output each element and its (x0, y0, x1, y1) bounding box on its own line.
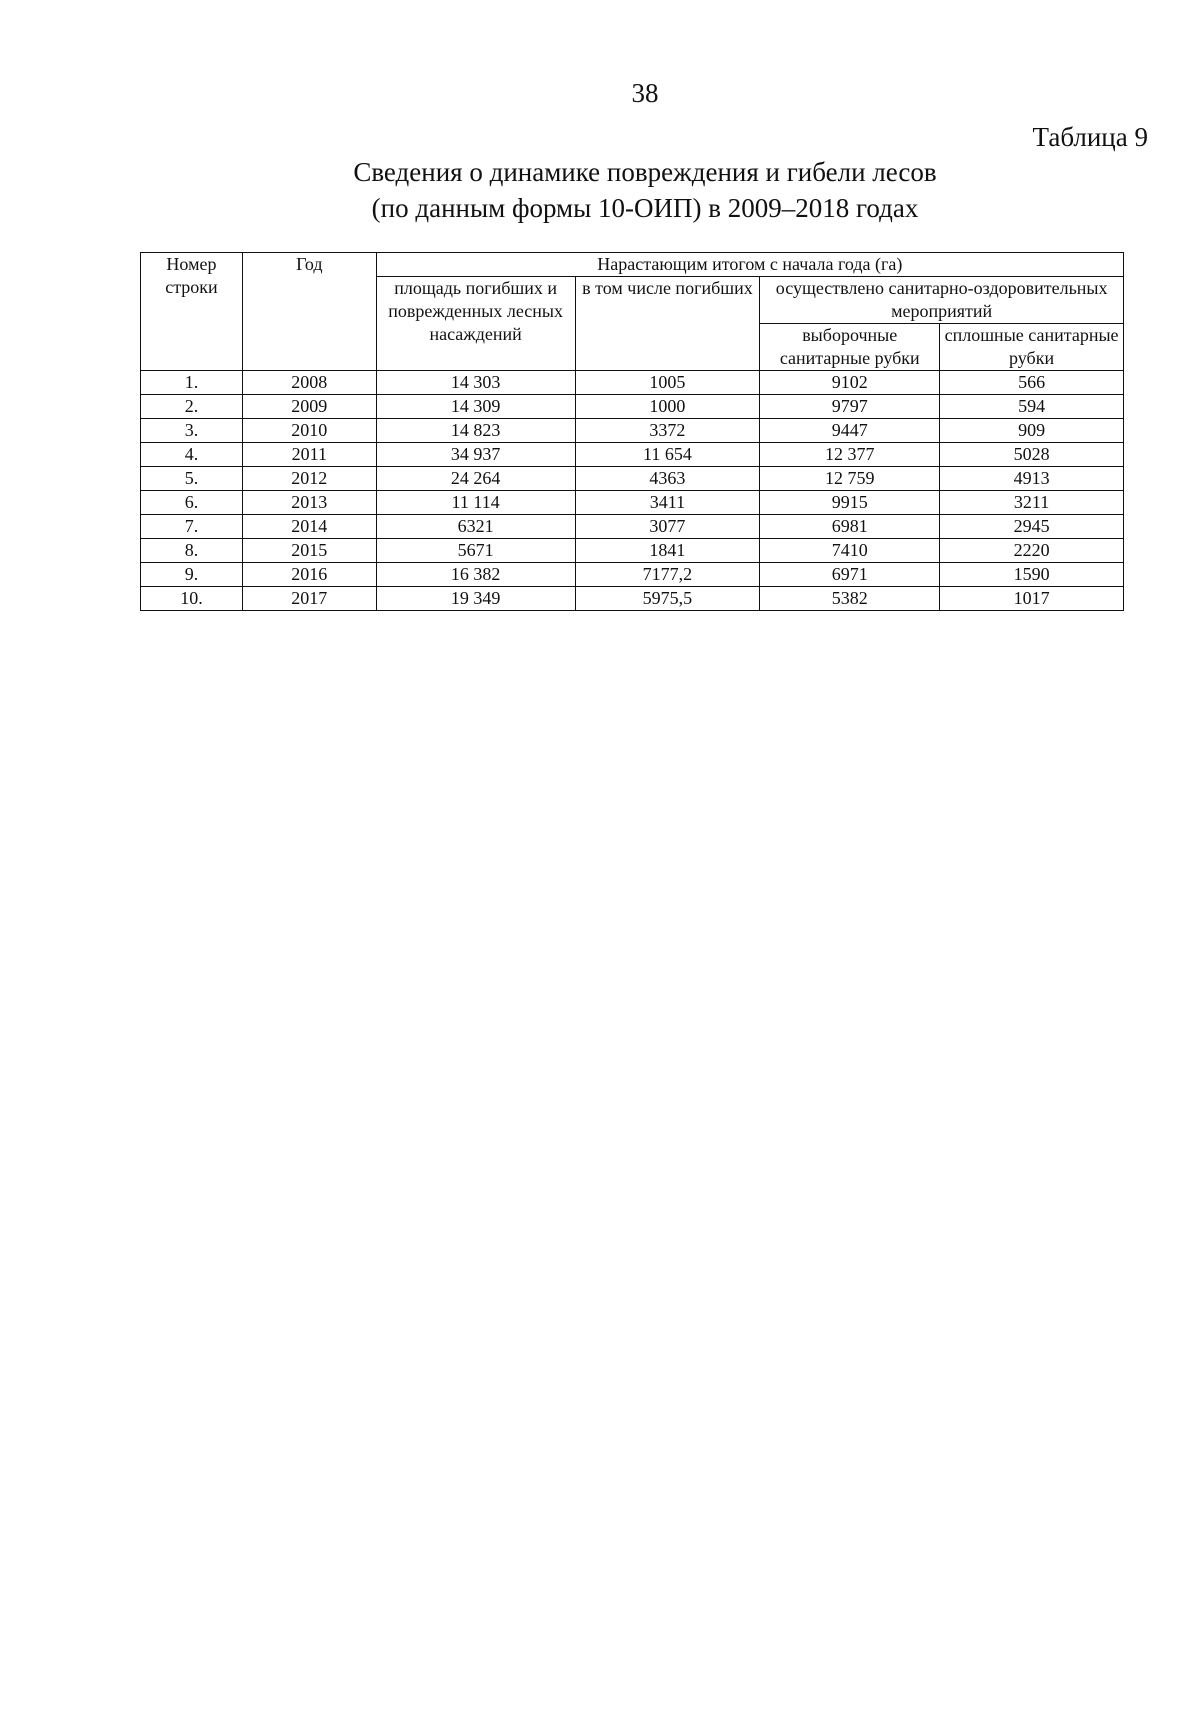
table-label: Таблица 9 (1032, 122, 1148, 152)
cell-dead: 3372 (575, 419, 760, 443)
table-row (141, 587, 1124, 611)
cell-area: 5671 (376, 539, 575, 563)
cell-row-number: 5. (141, 467, 243, 491)
cell-dead: 3411 (575, 491, 760, 515)
cell-year: 2010 (242, 419, 376, 443)
header-dead: в том числе погибших (575, 277, 760, 371)
cell-clear: 1590 (940, 563, 1124, 587)
header-cumulative: Нарастающим итогом с начала года (га) (376, 253, 1123, 277)
table-body (141, 371, 1124, 611)
cell-dead: 5975,5 (575, 587, 760, 611)
cell-row-number: 4. (141, 443, 243, 467)
cell-dead: 1000 (575, 395, 760, 419)
cell-clear: 2945 (940, 515, 1124, 539)
cell-year: 2011 (242, 443, 376, 467)
table-row (141, 563, 1124, 587)
cell-dead: 11 654 (575, 443, 760, 467)
cell-area: 19 349 (376, 587, 575, 611)
cell-area: 6321 (376, 515, 575, 539)
cell-selective: 9797 (760, 395, 940, 419)
cell-area: 14 823 (376, 419, 575, 443)
cell-row-number: 10. (141, 587, 243, 611)
cell-selective: 9447 (760, 419, 940, 443)
header-area: площадь погибших и поврежденных лесных насаждений (376, 277, 575, 371)
cell-selective: 7410 (760, 539, 940, 563)
title-line-2: (по данным формы 10-ОИП) в 2009–2018 годах (371, 193, 919, 223)
forest-damage-table (140, 252, 1124, 611)
cell-clear: 2220 (940, 539, 1124, 563)
cell-year: 2009 (242, 395, 376, 419)
cell-year: 2016 (242, 563, 376, 587)
cell-area: 14 303 (376, 371, 575, 395)
cell-dead: 3077 (575, 515, 760, 539)
cell-dead: 7177,2 (575, 563, 760, 587)
header-row-number: Номер строки (141, 253, 243, 371)
cell-clear: 4913 (940, 467, 1124, 491)
cell-clear: 566 (940, 371, 1124, 395)
table-row (141, 515, 1124, 539)
cell-clear: 909 (940, 419, 1124, 443)
cell-selective: 6971 (760, 563, 940, 587)
cell-row-number: 1. (141, 371, 243, 395)
cell-row-number: 2. (141, 395, 243, 419)
cell-selective: 5382 (760, 587, 940, 611)
cell-year: 2014 (242, 515, 376, 539)
header-clear: сплошные санитарные рубки (940, 324, 1124, 371)
page-title (0, 154, 1200, 226)
cell-clear: 1017 (940, 587, 1124, 611)
cell-row-number: 7. (141, 515, 243, 539)
cell-clear: 3211 (940, 491, 1124, 515)
title-line-1: Сведения о динамике повреждения и гибели лесов (353, 157, 937, 187)
cell-area: 14 309 (376, 395, 575, 419)
cell-dead: 4363 (575, 467, 760, 491)
cell-selective: 9915 (760, 491, 940, 515)
table-row (141, 371, 1124, 395)
page-number: 38 (631, 78, 659, 108)
table-row (141, 395, 1124, 419)
cell-selective: 12 759 (760, 467, 940, 491)
cell-clear: 5028 (940, 443, 1124, 467)
cell-row-number: 6. (141, 491, 243, 515)
table-row (141, 467, 1124, 491)
cell-area: 16 382 (376, 563, 575, 587)
table-row (141, 443, 1124, 467)
table-row (141, 539, 1124, 563)
cell-area: 11 114 (376, 491, 575, 515)
cell-selective: 9102 (760, 371, 940, 395)
cell-selective: 12 377 (760, 443, 940, 467)
cell-year: 2015 (242, 539, 376, 563)
cell-dead: 1841 (575, 539, 760, 563)
header-year: Год (242, 253, 376, 371)
header-selective: выборочные санитарные рубки (760, 324, 940, 371)
cell-clear: 594 (940, 395, 1124, 419)
cell-year: 2008 (242, 371, 376, 395)
cell-area: 34 937 (376, 443, 575, 467)
cell-year: 2012 (242, 467, 376, 491)
header-sanitary: осуществлено санитарно-оздоровительных мероприятий (760, 277, 1124, 324)
table-row (141, 491, 1124, 515)
cell-dead: 1005 (575, 371, 760, 395)
cell-row-number: 8. (141, 539, 243, 563)
table-row (141, 419, 1124, 443)
cell-row-number: 3. (141, 419, 243, 443)
cell-year: 2013 (242, 491, 376, 515)
cell-area: 24 264 (376, 467, 575, 491)
cell-year: 2017 (242, 587, 376, 611)
cell-row-number: 9. (141, 563, 243, 587)
cell-selective: 6981 (760, 515, 940, 539)
